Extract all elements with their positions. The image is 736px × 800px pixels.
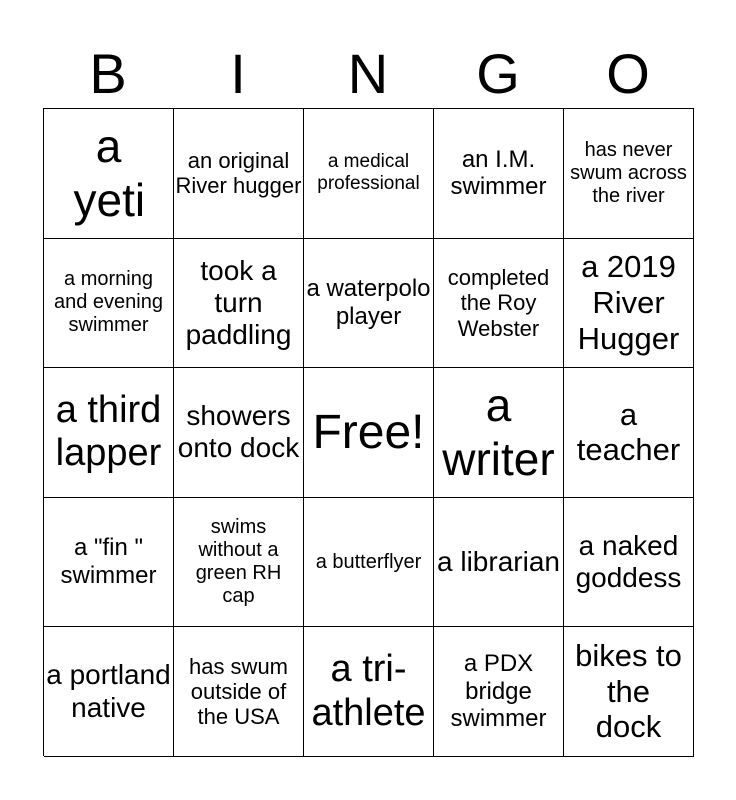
cell-text: bikes to the dock [575, 638, 682, 745]
bingo-cell[interactable] [434, 627, 564, 757]
bingo-cell[interactable] [434, 109, 564, 239]
cell-text: showers onto dock [177, 400, 300, 464]
header-letter-n: N [347, 42, 389, 105]
bingo-cell[interactable] [434, 239, 564, 369]
cell-text: a PDX bridge swimmer [450, 650, 547, 733]
cell-text: an original River hugger [175, 148, 302, 199]
bingo-cell[interactable] [434, 498, 564, 628]
bingo-cell[interactable] [174, 498, 304, 628]
cell-text: a medical professional [317, 151, 420, 195]
bingo-cell[interactable] [564, 498, 694, 628]
bingo-cell[interactable] [564, 109, 694, 239]
bingo-board [43, 108, 694, 756]
cell-text: a morning and evening swimmer [54, 268, 163, 337]
cell-text: a tri-athlete [311, 647, 426, 734]
bingo-cell[interactable] [564, 239, 694, 369]
bingo-header [43, 40, 693, 108]
cell-text: swims without a green RH cap [195, 516, 282, 608]
cell-text: a librarian [437, 545, 560, 577]
cell-text: a waterpolo player [306, 275, 431, 330]
bingo-cell[interactable] [44, 239, 174, 369]
free-space[interactable] [304, 368, 434, 498]
cell-text: a butterflyer [315, 550, 422, 573]
cell-text: a "fin " swimmer [60, 534, 157, 590]
cell-text: a third lapper [55, 388, 162, 475]
header-letter-i: I [230, 42, 246, 105]
bingo-cell[interactable] [434, 368, 564, 498]
cell-text: a naked goddess [575, 529, 682, 594]
header-letter-b: B [89, 42, 127, 105]
cell-text: a 2019 River Hugger [577, 249, 680, 356]
header-letter-o: O [606, 42, 650, 105]
bingo-cell[interactable] [174, 239, 304, 369]
cell-text: completed the Roy Webster [447, 264, 550, 341]
header-letter-g: G [476, 42, 520, 105]
cell-text: a yeti [73, 120, 146, 227]
cell-text: took a turn paddling [185, 254, 292, 350]
cell-text: has never swum across the river [570, 138, 687, 207]
cell-text: an I.M. swimmer [450, 145, 547, 201]
bingo-cell[interactable] [304, 627, 434, 757]
bingo-cell[interactable] [44, 109, 174, 239]
bingo-cell[interactable] [174, 627, 304, 757]
cell-text: a portland native [46, 659, 171, 723]
bingo-cell[interactable] [174, 368, 304, 498]
bingo-cell[interactable] [564, 627, 694, 757]
bingo-cell[interactable] [304, 239, 434, 369]
bingo-cell[interactable] [44, 498, 174, 628]
cell-text: a teacher [576, 396, 681, 468]
cell-text: has swum outside of the USA [188, 653, 289, 730]
cell-text: a writer [442, 379, 555, 486]
bingo-cell[interactable] [44, 368, 174, 498]
bingo-cell[interactable] [44, 627, 174, 757]
bingo-cell[interactable] [564, 368, 694, 498]
bingo-cell[interactable] [304, 109, 434, 239]
bingo-cell[interactable] [304, 498, 434, 628]
bingo-cell[interactable] [174, 109, 304, 239]
free-space-text: Free! [312, 405, 425, 459]
